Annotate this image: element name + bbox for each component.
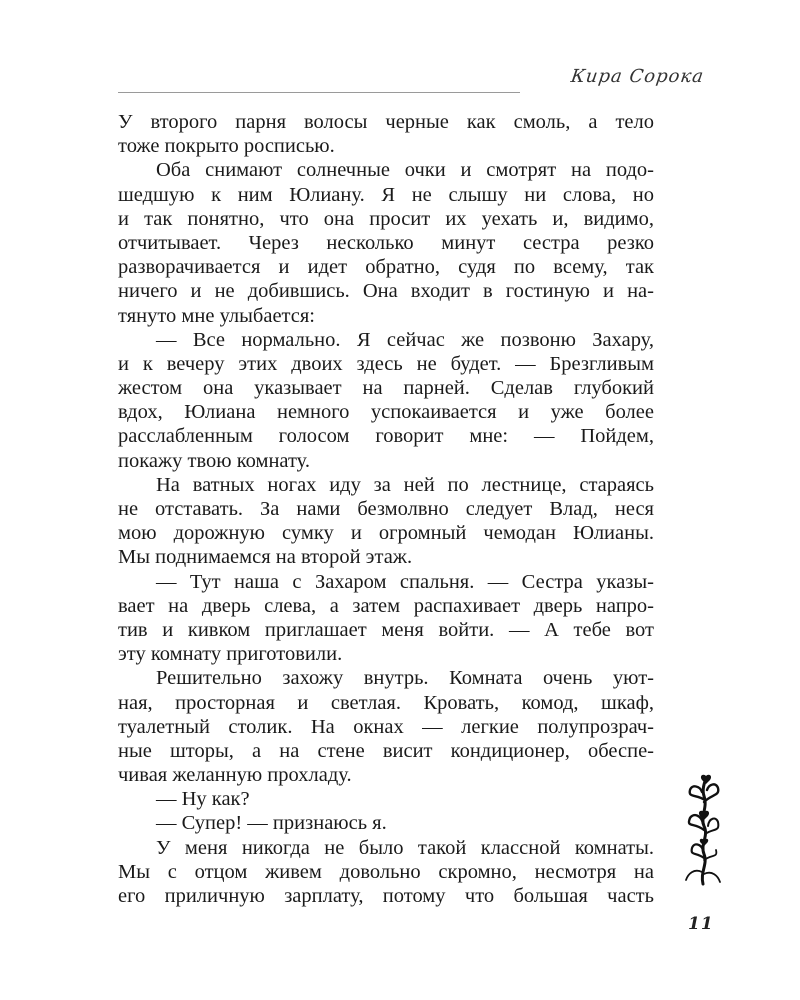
text-line: тянуто мне улыбается: [118,304,315,327]
text-line: его приличную зарплату, потому что большая часть [118,885,654,907]
text-line: вает на дверь слева, а затем распахивает дверь напро- [118,594,654,617]
text-line: — Супер! — признаюсь я. [156,812,387,835]
text-line: шедшую к ним Юлиану. Я не слышу ни слова, но [118,183,654,206]
text-line: На ватных ногах иду за ней по лестнице, стараясь [156,473,654,496]
text-line: туалетный столик. На окнах — легкие полупрозрач- [118,715,654,738]
text-line: Решительно захожу внутрь. Комната очень уют- [156,667,654,690]
text-line: ная, просторная и светлая. Кровать, комод, шкаф, [118,691,654,714]
text-line: Мы поднимаемся на второй этаж. [118,546,413,569]
text-line: тив и кивком приглашает меня войти. — А тебе вот [118,618,654,641]
text-line: отчитывает. Через несколько минут сестра резко [118,231,654,254]
text-line: жестом она указывает на парней. Сделав глубокий [118,377,654,400]
text-line: — Тут наша с Захаром спальня. — Сестра указы- [156,570,654,593]
text-block [118,110,654,908]
text-line: вдох, Юлиана немного успокаивается и уже более [118,401,654,424]
text-line: тоже покрыто росписью. [118,135,335,158]
text-line: У второго парня волосы черные как смоль, а тело [118,111,654,133]
text-line: покажу твою комнату. [118,449,310,472]
header-rule [118,92,520,93]
text-line: — Все нормально. Я сейчас же позвоню Захару, [156,328,654,351]
text-line: разворачивается и идет обратно, судя по всему, так [118,256,654,279]
text-line: расслабленным голосом говорит мне: — Пойдем, [118,425,654,448]
text-line: — Ну как? [156,788,250,811]
text-line: не отставать. За нами безмолвно следует Влад, неся [118,498,654,520]
text-line: эту комнату приготовили. [118,643,343,666]
floral-ornament-icon [682,772,724,888]
text-line: и к вечеру этих двоих здесь не будет. — Брезгливым [118,352,654,375]
text-line: ничего и не добившись. Она входит в гостиную и на- [118,280,654,303]
text-line: Мы с отцом живем довольно скромно, несмотря на [118,860,654,883]
text-line: У меня никогда не было такой классной комнаты. [156,836,654,859]
page-number: 11 [688,914,714,934]
running-header: Кира Сорока [569,66,706,87]
text-line: мою дорожную сумку и огромный чемодан Юлианы. [118,522,654,545]
text-line: ные шторы, а на стене висит кондиционер, обеспе- [118,739,654,762]
text-line: и так понятно, что она просит их уехать и, видимо, [118,207,654,230]
text-line: чивая желанную прохладу. [118,764,352,787]
text-line: Оба снимают солнечные очки и смотрят на подо- [156,159,654,182]
